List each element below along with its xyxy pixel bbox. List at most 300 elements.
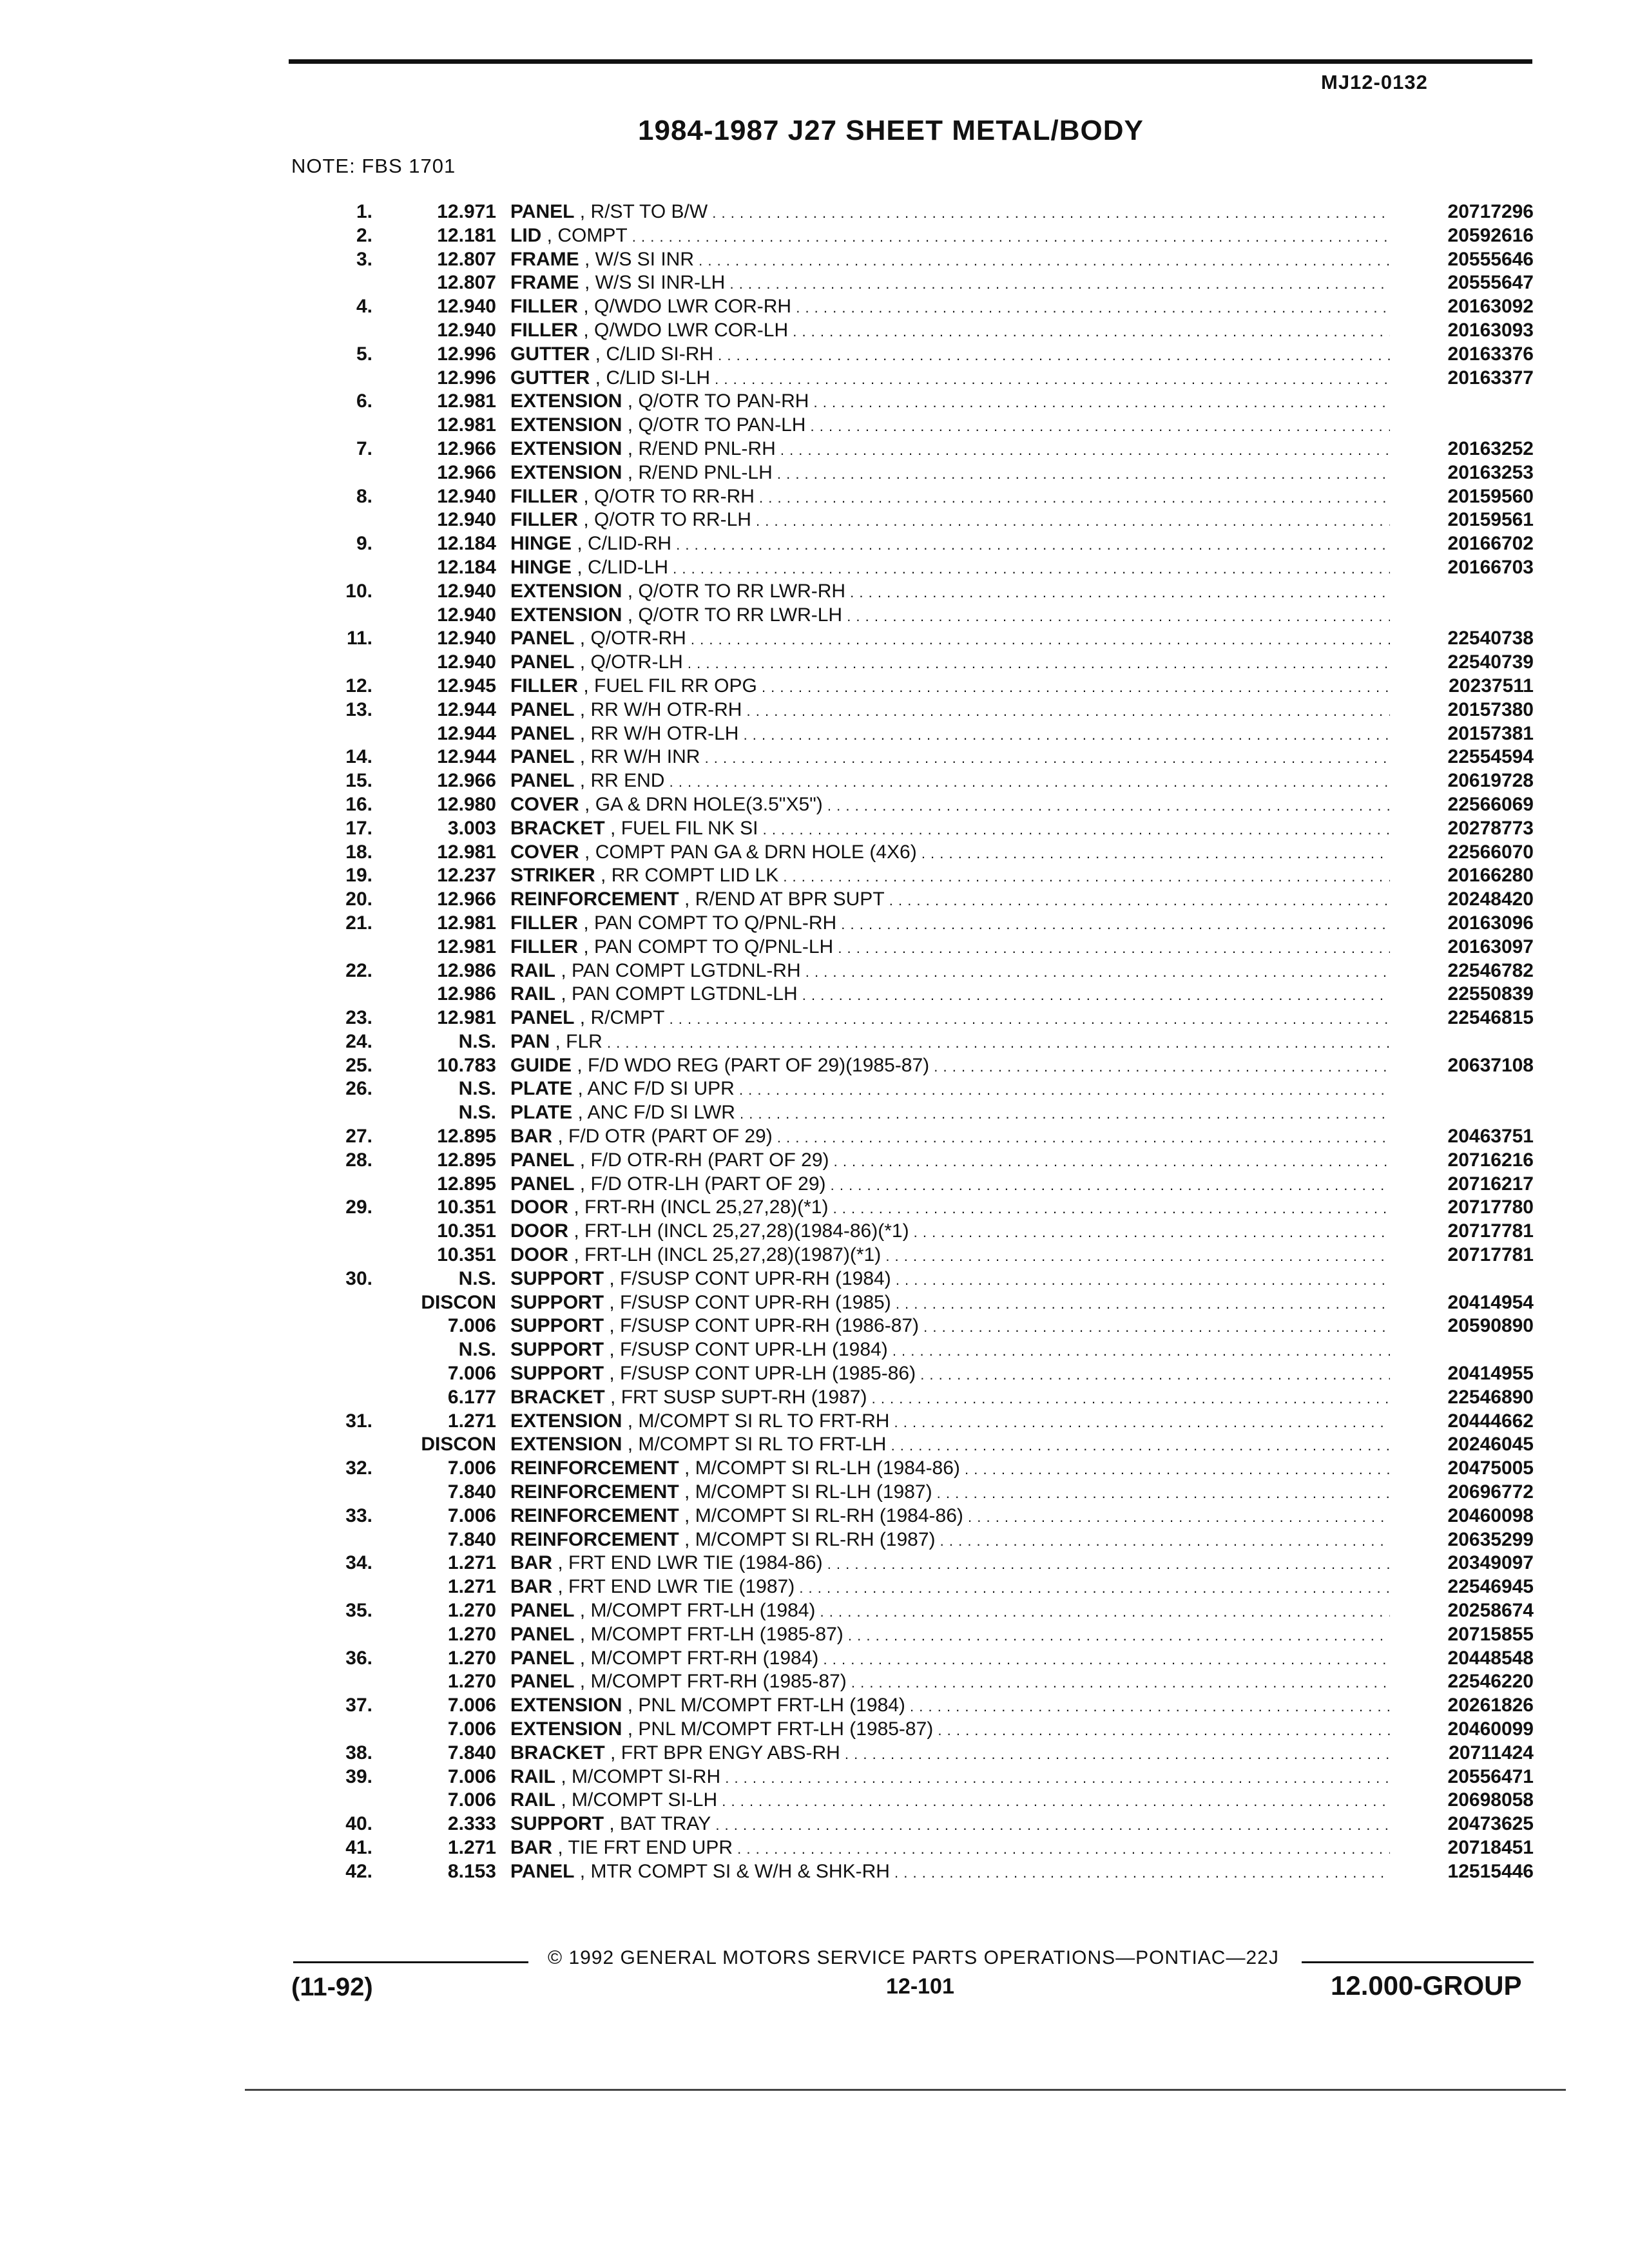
illustration-code: 12.184 xyxy=(437,556,496,578)
illustration-code: 10.351 xyxy=(437,1220,496,1242)
separator: , xyxy=(622,604,639,626)
part-adjective: PAN COMPT LGTDNL-RH xyxy=(572,959,801,981)
part-number: 20716217 xyxy=(1447,1173,1534,1195)
item-number: 39. xyxy=(345,1765,372,1787)
part-noun: PANEL xyxy=(510,746,575,768)
illustration-code: 3.003 xyxy=(447,817,496,839)
part-description xyxy=(510,508,1390,533)
part-adjective: W/S SI INR xyxy=(595,248,695,270)
separator: , xyxy=(679,889,695,910)
part-adjective: COMPT xyxy=(557,224,628,246)
separator: , xyxy=(574,1600,591,1622)
separator: , xyxy=(578,936,595,957)
part-row xyxy=(0,745,1629,769)
part-row xyxy=(0,959,1629,983)
item-number: 18. xyxy=(345,841,372,863)
illustration-code: 12.940 xyxy=(437,509,496,531)
part-row xyxy=(0,461,1629,485)
part-adjective: M/COMPT FRT-LH (1985-87) xyxy=(590,1623,843,1645)
part-row xyxy=(0,1173,1629,1196)
part-noun: PANEL xyxy=(510,201,575,222)
footer-rule-right xyxy=(1302,1961,1534,1963)
part-description xyxy=(510,1196,1390,1220)
part-noun: FILLER xyxy=(510,675,578,697)
part-noun: LID xyxy=(510,224,542,246)
part-adjective: PAN COMPT TO Q/PNL-LH xyxy=(594,936,834,957)
separator: , xyxy=(541,224,558,246)
separator: , xyxy=(552,1576,569,1598)
item-number: 24. xyxy=(345,1030,372,1052)
part-row xyxy=(0,675,1629,698)
part-noun: FRAME xyxy=(510,272,579,294)
item-number: 32. xyxy=(345,1457,372,1479)
part-number: 20349097 xyxy=(1447,1552,1534,1574)
part-number: 20414955 xyxy=(1447,1363,1534,1385)
part-description xyxy=(510,1575,1390,1600)
part-row xyxy=(0,224,1629,248)
part-number: 22546890 xyxy=(1447,1386,1534,1408)
part-description xyxy=(510,1433,1390,1457)
separator: , xyxy=(568,1220,585,1242)
separator: , xyxy=(590,343,606,365)
part-noun: FILLER xyxy=(510,509,578,531)
part-description xyxy=(510,200,1390,225)
page-title: 1984-1987 J27 SHEET METAL/BODY xyxy=(638,115,1144,146)
separator: , xyxy=(572,1102,588,1124)
part-number: 20717781 xyxy=(1447,1220,1534,1242)
part-row xyxy=(0,437,1629,461)
illustration-code: 12.940 xyxy=(437,580,496,602)
separator: , xyxy=(568,1244,585,1266)
part-description xyxy=(510,1481,1390,1505)
separator: , xyxy=(572,533,588,555)
part-row xyxy=(0,1812,1629,1836)
part-row xyxy=(0,1670,1629,1694)
separator: , xyxy=(574,746,591,768)
illustration-code: 12.980 xyxy=(437,793,496,815)
part-number: 20715855 xyxy=(1447,1623,1534,1645)
part-adjective: FRT END LWR TIE (1984-86) xyxy=(568,1552,823,1574)
part-description xyxy=(510,580,1390,604)
part-description xyxy=(510,271,1390,296)
part-number: 20696772 xyxy=(1447,1481,1534,1503)
part-description xyxy=(510,841,1390,865)
part-description xyxy=(510,1030,1390,1055)
separator: , xyxy=(604,1742,621,1763)
part-adjective: M/COMPT SI RL-RH (1987) xyxy=(695,1528,936,1550)
part-number: 20163252 xyxy=(1447,437,1534,459)
item-number: 40. xyxy=(345,1813,372,1835)
part-number: 20248420 xyxy=(1447,889,1534,910)
illustration-code: 2.333 xyxy=(447,1813,496,1835)
part-noun: REINFORCEMENT xyxy=(510,1481,679,1503)
part-number: 20698058 xyxy=(1447,1789,1534,1811)
part-noun: DOOR xyxy=(510,1196,568,1218)
part-row xyxy=(0,1267,1629,1291)
separator: , xyxy=(568,1196,585,1218)
illustration-code: 12.945 xyxy=(437,675,496,697)
part-number: 22546782 xyxy=(1447,959,1534,981)
illustration-code: 12.996 xyxy=(437,343,496,365)
separator: , xyxy=(622,1695,639,1716)
illustration-code: 1.271 xyxy=(447,1836,496,1858)
illustration-code: 7.006 xyxy=(447,1718,496,1740)
part-adjective: PNL M/COMPT FRT-LH (1985-87) xyxy=(638,1718,934,1740)
part-noun: PANEL xyxy=(510,1149,575,1171)
illustration-code: 12.895 xyxy=(437,1126,496,1148)
separator: , xyxy=(604,1315,621,1337)
illustration-code: 12.237 xyxy=(437,865,496,887)
document-id: MJ12-0132 xyxy=(1321,71,1428,93)
illustration-code: 12.944 xyxy=(437,722,496,744)
illustration-code: 12.996 xyxy=(437,367,496,389)
separator: , xyxy=(679,1504,695,1526)
part-noun: COVER xyxy=(510,841,579,863)
item-number: 7. xyxy=(356,437,372,459)
part-number: 20555646 xyxy=(1447,248,1534,270)
part-row xyxy=(0,1149,1629,1173)
item-number: 42. xyxy=(345,1860,372,1882)
part-noun: EXTENSION xyxy=(510,414,622,436)
illustration-code: 1.270 xyxy=(447,1600,496,1622)
part-row xyxy=(0,532,1629,556)
part-description xyxy=(510,1220,1390,1244)
part-description xyxy=(510,1860,1390,1885)
separator: , xyxy=(555,1789,572,1811)
part-row xyxy=(0,793,1629,817)
part-row xyxy=(0,1125,1629,1149)
part-adjective: FUEL FIL RR OPG xyxy=(594,675,757,697)
part-number: 20556471 xyxy=(1447,1765,1534,1787)
part-description xyxy=(510,627,1390,651)
part-row xyxy=(0,769,1629,793)
separator: , xyxy=(572,1078,588,1100)
item-number: 4. xyxy=(356,296,372,318)
part-row xyxy=(0,200,1629,224)
part-description xyxy=(510,864,1390,889)
group-label: 12.000-GROUP xyxy=(1331,1970,1522,2001)
part-noun: PANEL xyxy=(510,770,575,792)
item-number: 37. xyxy=(345,1695,372,1716)
separator: , xyxy=(574,1149,591,1171)
part-noun: BRACKET xyxy=(510,1386,605,1408)
part-row xyxy=(0,817,1629,841)
part-description xyxy=(510,390,1390,414)
part-noun: GUTTER xyxy=(510,367,590,389)
item-number: 10. xyxy=(345,580,372,602)
part-row xyxy=(0,248,1629,272)
separator: , xyxy=(574,628,591,649)
illustration-code: 6.177 xyxy=(447,1386,496,1408)
part-row xyxy=(0,1457,1629,1481)
part-row xyxy=(0,319,1629,343)
item-number: 35. xyxy=(345,1600,372,1622)
part-row xyxy=(0,864,1629,888)
part-number: 20237511 xyxy=(1449,675,1534,697)
separator: , xyxy=(552,1126,569,1148)
part-noun: EXTENSION xyxy=(510,1718,622,1740)
part-description xyxy=(510,343,1390,367)
part-row xyxy=(0,888,1629,912)
part-number: 20157380 xyxy=(1447,698,1534,720)
illustration-code: 12.944 xyxy=(437,746,496,768)
part-number: 20473625 xyxy=(1447,1813,1534,1835)
part-description xyxy=(510,675,1390,699)
separator: , xyxy=(578,319,595,341)
part-row xyxy=(0,983,1629,1006)
illustration-code: N.S. xyxy=(458,1339,496,1361)
part-adjective: Q/OTR TO PAN-LH xyxy=(638,414,806,436)
illustration-code: 10.783 xyxy=(437,1054,496,1076)
part-noun: PAN xyxy=(510,1030,550,1052)
part-noun: BAR xyxy=(510,1552,552,1574)
part-description xyxy=(510,769,1390,794)
part-description xyxy=(510,912,1390,936)
part-description xyxy=(510,1694,1390,1718)
item-number: 17. xyxy=(345,817,372,839)
part-row xyxy=(0,1599,1629,1623)
illustration-code: 10.351 xyxy=(437,1196,496,1218)
part-number: 22554594 xyxy=(1447,746,1534,768)
illustration-code: 12.184 xyxy=(437,533,496,555)
part-noun: EXTENSION xyxy=(510,390,622,412)
part-description xyxy=(510,1765,1390,1790)
separator: , xyxy=(604,1291,621,1313)
item-number: 5. xyxy=(356,343,372,365)
separator: , xyxy=(622,1410,639,1432)
illustration-code: 7.006 xyxy=(447,1315,496,1337)
illustration-code: 8.153 xyxy=(447,1860,496,1882)
illustration-code: 12.966 xyxy=(437,461,496,483)
part-number: 20460099 xyxy=(1447,1718,1534,1740)
part-number: 20716216 xyxy=(1447,1149,1534,1171)
parts-list xyxy=(0,200,1629,1884)
part-adjective: M/COMPT SI RL TO FRT-LH xyxy=(638,1434,887,1456)
part-noun: HINGE xyxy=(510,533,572,555)
item-number: 9. xyxy=(356,533,372,555)
part-adjective: M/COMPT FRT-LH (1984) xyxy=(590,1600,816,1622)
separator: , xyxy=(679,1528,695,1550)
part-noun: DOOR xyxy=(510,1244,568,1266)
part-noun: FILLER xyxy=(510,936,578,957)
part-noun: GUIDE xyxy=(510,1054,572,1076)
part-number: 20163092 xyxy=(1447,296,1534,318)
part-number: 20163376 xyxy=(1447,343,1534,365)
illustration-code: 12.895 xyxy=(437,1173,496,1195)
part-noun: EXTENSION xyxy=(510,604,622,626)
part-noun: BRACKET xyxy=(510,1742,605,1763)
part-number: 20159560 xyxy=(1447,485,1534,507)
illustration-code: 12.807 xyxy=(437,272,496,294)
part-noun: RAIL xyxy=(510,959,555,981)
part-number: 20261826 xyxy=(1447,1695,1534,1716)
illustration-code: 10.351 xyxy=(437,1244,496,1266)
separator: , xyxy=(604,1813,621,1835)
illustration-code: 1.270 xyxy=(447,1647,496,1669)
part-adjective: RR END xyxy=(590,770,665,792)
illustration-code: 12.944 xyxy=(437,698,496,720)
item-number: 19. xyxy=(345,865,372,887)
part-number: 20592616 xyxy=(1447,224,1534,246)
part-row xyxy=(0,485,1629,509)
part-adjective: BAT TRAY xyxy=(620,1813,711,1835)
separator: , xyxy=(604,1339,621,1361)
part-row xyxy=(0,508,1629,532)
item-number: 20. xyxy=(345,889,372,910)
part-adjective: Q/OTR TO RR LWR-LH xyxy=(638,604,843,626)
separator: , xyxy=(574,1173,591,1195)
illustration-code: 7.006 xyxy=(447,1695,496,1716)
separator: , xyxy=(574,1623,591,1645)
part-description xyxy=(510,485,1390,510)
illustration-code: 12.981 xyxy=(437,912,496,934)
item-number: 14. xyxy=(345,746,372,768)
item-number: 33. xyxy=(345,1504,372,1526)
part-adjective: FRT-LH (INCL 25,27,28)(1987)(*1) xyxy=(584,1244,882,1266)
part-noun: PANEL xyxy=(510,651,575,673)
separator: , xyxy=(574,201,591,222)
part-number: 20463751 xyxy=(1447,1126,1534,1148)
part-noun: REINFORCEMENT xyxy=(510,1504,679,1526)
item-number: 38. xyxy=(345,1742,372,1763)
separator: , xyxy=(572,556,588,578)
part-number: 20414954 xyxy=(1447,1291,1534,1313)
part-description xyxy=(510,1173,1390,1197)
part-noun: PANEL xyxy=(510,1671,575,1693)
part-noun: REINFORCEMENT xyxy=(510,1528,679,1550)
part-noun: PANEL xyxy=(510,1623,575,1645)
separator: , xyxy=(622,1434,639,1456)
part-description xyxy=(510,295,1390,320)
part-adjective: W/S SI INR-LH xyxy=(595,272,726,294)
part-description xyxy=(510,793,1390,818)
part-description xyxy=(510,319,1390,343)
part-adjective: M/COMPT SI RL-LH (1987) xyxy=(695,1481,932,1503)
separator: , xyxy=(578,296,595,318)
part-row xyxy=(0,390,1629,414)
item-number: 22. xyxy=(345,959,372,981)
item-number: 2. xyxy=(356,224,372,246)
part-description xyxy=(510,1718,1390,1742)
illustration-code: 7.840 xyxy=(447,1742,496,1763)
part-adjective: COMPT PAN GA & DRN HOLE (4X6) xyxy=(595,841,917,863)
separator: , xyxy=(604,1386,621,1408)
item-number: 27. xyxy=(345,1126,372,1148)
page-number: 12-101 xyxy=(886,1974,954,1999)
part-description xyxy=(510,1291,1390,1316)
part-noun: EXTENSION xyxy=(510,1434,622,1456)
part-noun: FRAME xyxy=(510,248,579,270)
part-description xyxy=(510,1101,1390,1126)
item-number: 26. xyxy=(345,1078,372,1100)
separator: , xyxy=(604,817,621,839)
item-number: 21. xyxy=(345,912,372,934)
item-number: 31. xyxy=(345,1410,372,1432)
part-description xyxy=(510,461,1390,486)
illustration-code: 1.271 xyxy=(447,1552,496,1574)
item-number: 41. xyxy=(345,1836,372,1858)
part-number: 20444662 xyxy=(1447,1410,1534,1432)
part-noun: PANEL xyxy=(510,1007,575,1029)
illustration-code: 12.940 xyxy=(437,651,496,673)
part-adjective: FUEL FIL NK SI xyxy=(621,817,758,839)
item-number: 1. xyxy=(356,201,372,222)
part-adjective: FRT SUSP SUPT-RH (1987) xyxy=(621,1386,867,1408)
part-description xyxy=(510,1742,1390,1766)
part-adjective: M/COMPT SI RL TO FRT-RH xyxy=(638,1410,890,1432)
part-row xyxy=(0,295,1629,319)
part-row xyxy=(0,627,1629,651)
item-number: 23. xyxy=(345,1007,372,1029)
part-adjective: Q/OTR-RH xyxy=(590,628,686,649)
part-row xyxy=(0,1481,1629,1504)
part-adjective: RR W/H OTR-RH xyxy=(590,698,742,720)
part-adjective: R/END PNL-RH xyxy=(638,437,776,459)
part-number: 20246045 xyxy=(1447,1434,1534,1456)
part-adjective: F/D OTR-LH (PART OF 29) xyxy=(590,1173,826,1195)
part-description xyxy=(510,1244,1390,1268)
part-description xyxy=(510,1647,1390,1671)
part-row xyxy=(0,1528,1629,1552)
illustration-code: 7.006 xyxy=(447,1363,496,1385)
part-noun: EXTENSION xyxy=(510,1410,622,1432)
part-row xyxy=(0,912,1629,936)
item-number: 16. xyxy=(345,793,372,815)
part-adjective: Q/OTR TO RR-RH xyxy=(594,485,755,507)
part-row xyxy=(0,1244,1629,1267)
part-row xyxy=(0,1718,1629,1742)
part-adjective: C/LID-LH xyxy=(588,556,669,578)
part-noun: PANEL xyxy=(510,1860,575,1882)
separator: , xyxy=(574,1860,591,1882)
part-row xyxy=(0,1006,1629,1030)
separator: , xyxy=(622,390,639,412)
part-description xyxy=(510,1054,1390,1079)
part-row xyxy=(0,1575,1629,1599)
separator: , xyxy=(622,580,639,602)
part-number: 20157381 xyxy=(1447,722,1534,744)
part-description xyxy=(510,1338,1390,1363)
part-description xyxy=(510,1504,1390,1529)
illustration-code: 12.986 xyxy=(437,959,496,981)
separator: , xyxy=(622,461,639,483)
item-number: 30. xyxy=(345,1267,372,1289)
item-number: 34. xyxy=(345,1552,372,1574)
part-adjective: Q/WDO LWR COR-LH xyxy=(594,319,789,341)
part-adjective: C/LID SI-LH xyxy=(606,367,711,389)
separator: , xyxy=(579,272,595,294)
part-row xyxy=(0,1552,1629,1575)
separator: , xyxy=(595,865,612,887)
part-row xyxy=(0,1789,1629,1812)
separator: , xyxy=(590,367,606,389)
part-noun: GUTTER xyxy=(510,343,590,365)
part-noun: FILLER xyxy=(510,296,578,318)
separator: , xyxy=(578,485,595,507)
illustration-code: 7.006 xyxy=(447,1504,496,1526)
part-description xyxy=(510,651,1390,675)
part-description xyxy=(510,224,1390,249)
separator: , xyxy=(572,1054,588,1076)
separator: , xyxy=(555,959,572,981)
illustration-code: 1.271 xyxy=(447,1410,496,1432)
separator: , xyxy=(679,1481,695,1503)
part-description xyxy=(510,722,1390,747)
part-adjective: F/D WDO REG (PART OF 29)(1985-87) xyxy=(588,1054,930,1076)
illustration-code: 12.966 xyxy=(437,770,496,792)
illustration-code: 12.940 xyxy=(437,604,496,626)
illustration-code: 7.006 xyxy=(447,1765,496,1787)
